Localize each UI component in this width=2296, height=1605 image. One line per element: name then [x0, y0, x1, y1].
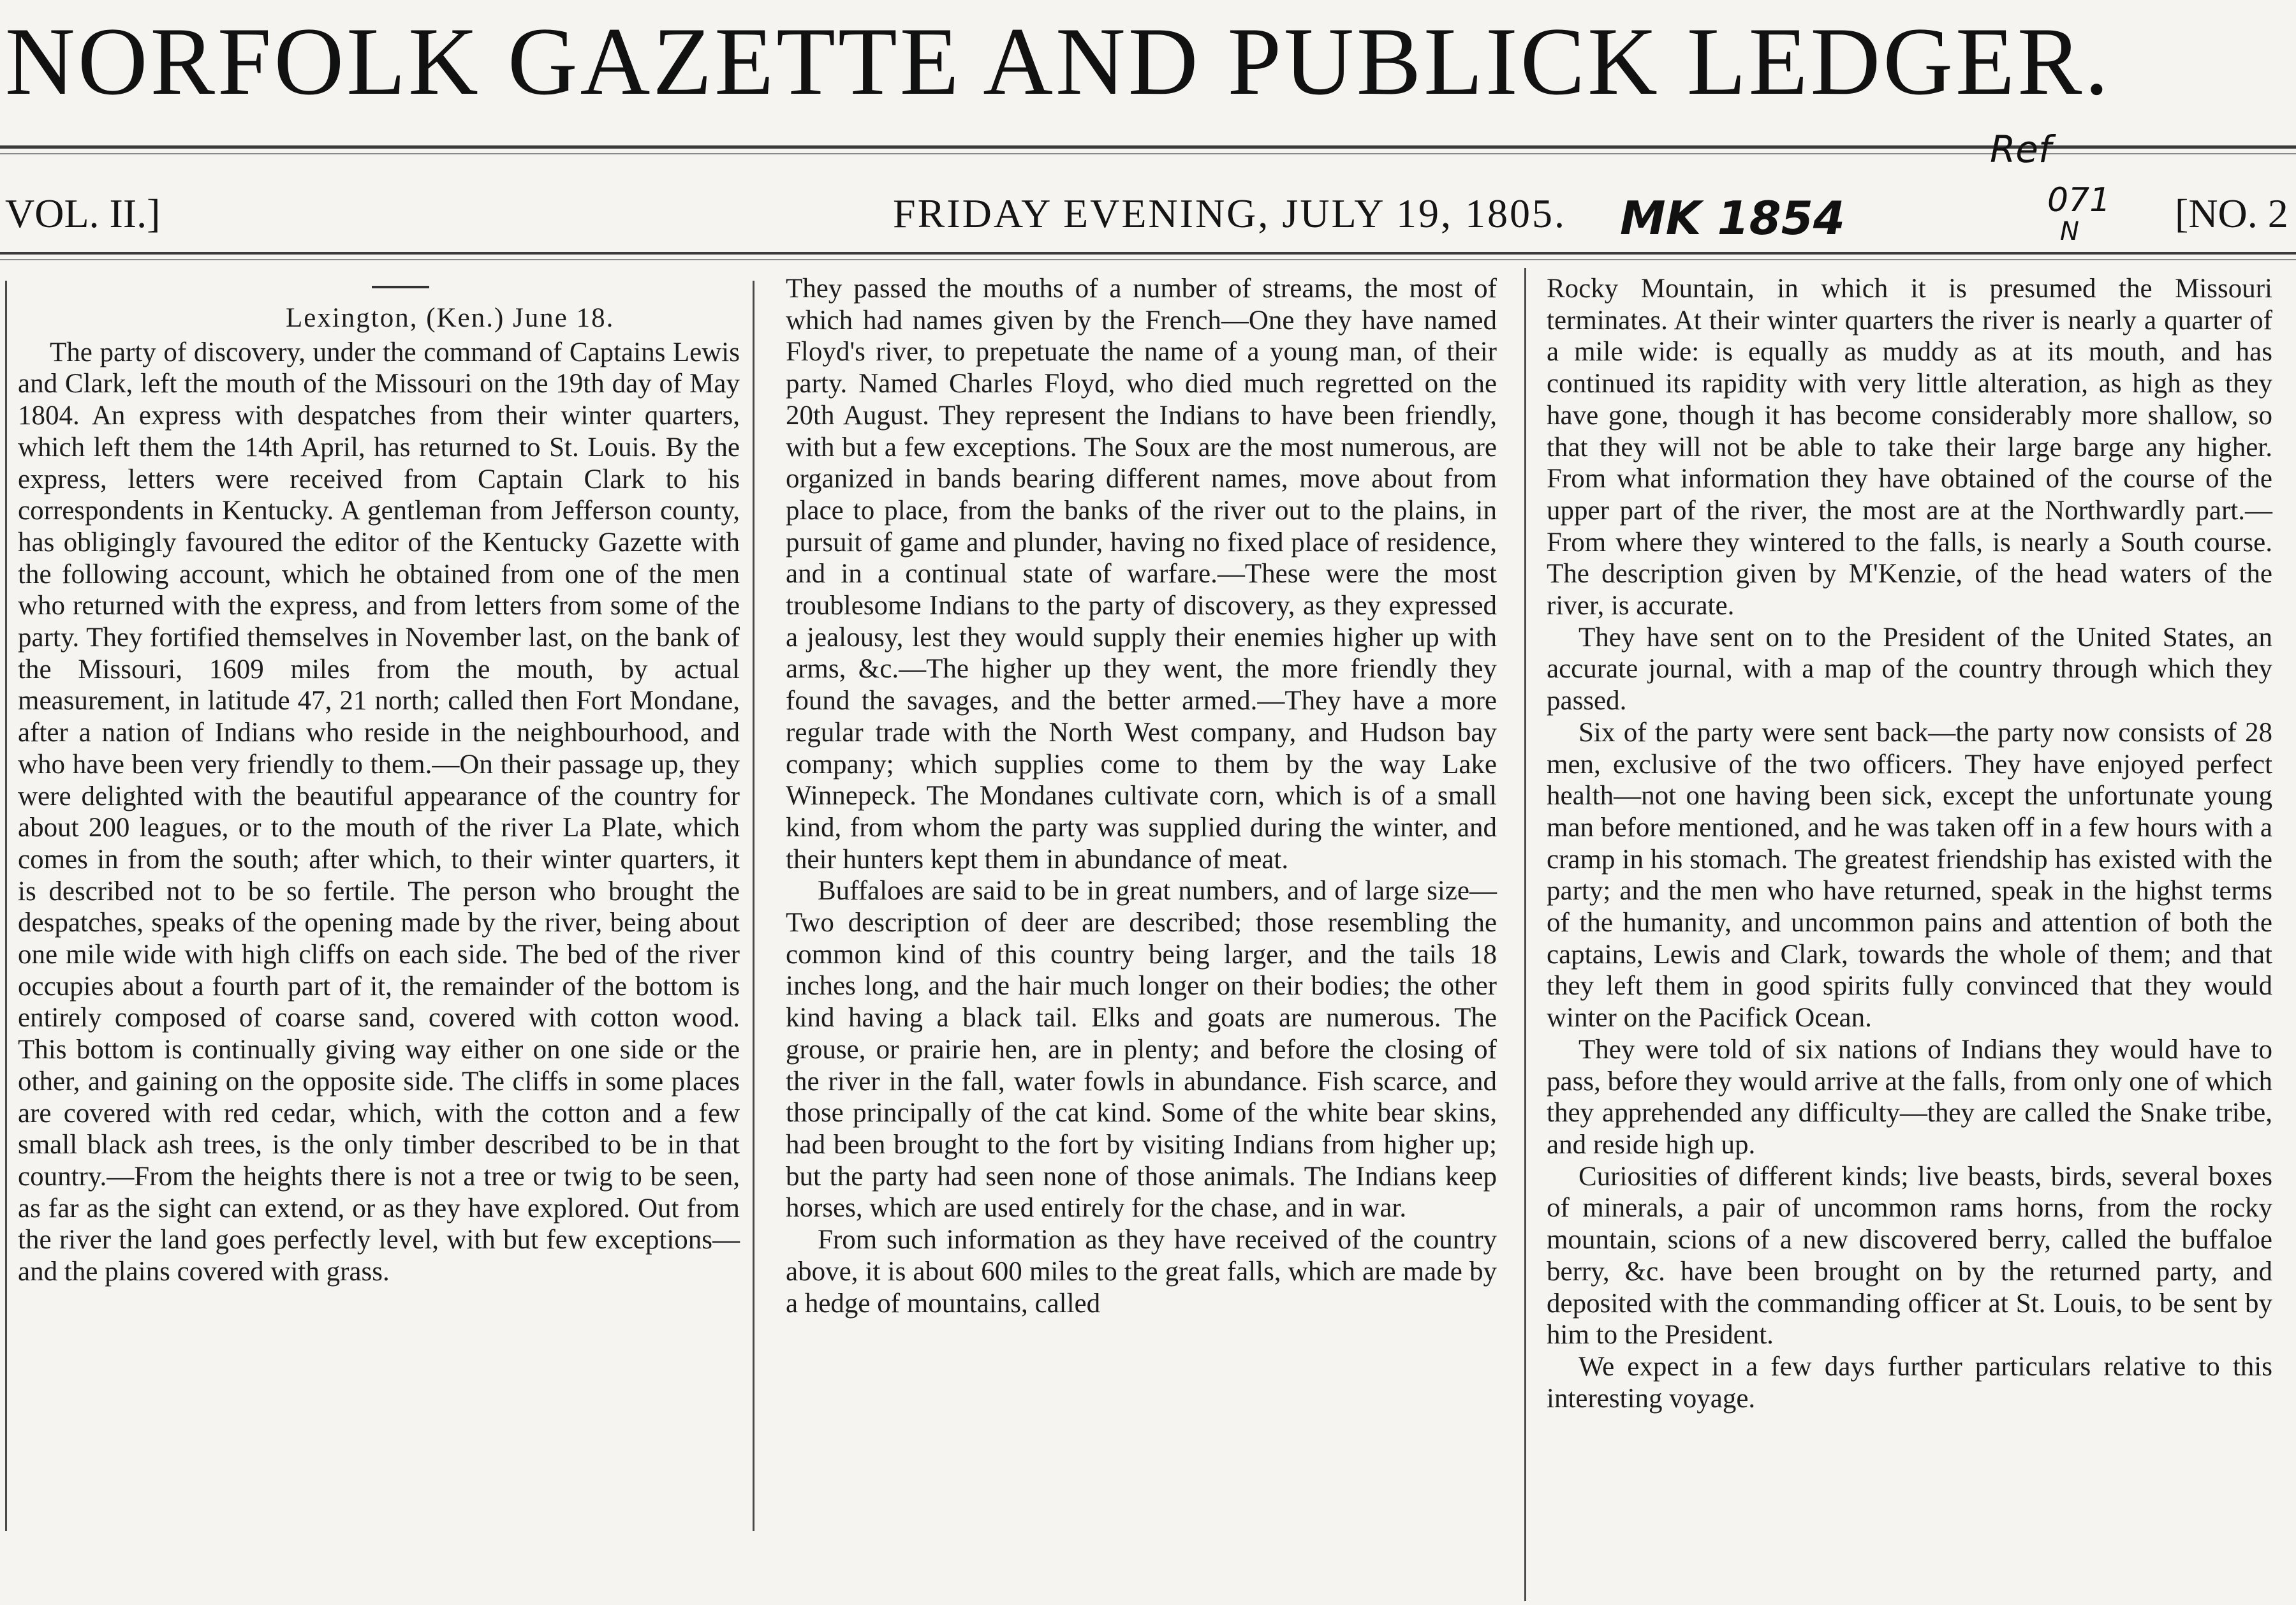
- masthead-rule-bottom: [0, 153, 2296, 154]
- handwritten-n-note: N: [2060, 217, 2079, 246]
- article-start-rule: [372, 286, 429, 288]
- article-dateline: Lexington, (Ken.) June 18.: [286, 303, 615, 333]
- article-paragraph: The party of discovery, under the command of Captains Lewis and Clark, left the mouth of the Missouri on the 19th day of May 1804. An express with despatches from their winter quarters, which left them the 14th April, has returned to St. Louis. By the express, letters were received from Captain Clark to his correspondents in Kentucky. A gentleman from Jefferson county, has obligingly favoured the editor of the Kentucky Gazette with the following account, which he obtained from one of the men who returned with the express, and from letters from some of the party. They fortified themselves in November last, on the bank of the Missouri, 1609 miles from the mouth, by actual measurement, in latitude 47, 21 north; called then Fort Mondane, after a nation of Indians who reside in the neighbourhood, and who have been very friendly to them.—On their passage up, they were delighted with the beautiful appearance of the country for about 200 leagues, or to the mouth of the river La Plate, which comes in from the south; after which, to their winter quarters, it is described not to be so fertile. The person who brought the despatches, speaks of the opening made by the river, being about one mile wide with high cliffs on each side. The bed of the river occupies about a fourth part of it, the remainder of the bottom is entirely composed of coarse sand, covered with cotton wood. This bottom is continually giving way either on one side or the other, and gaining on the opposite side. The cliffs in some places are covered with red cedar, which, with the cotton and a few small black ash trees, is the only timber described to be in that country.—From the heights there is not a tree or twig to be seen, as far as the sight can extend, or as they have explored. Out from the river the land goes perfectly level, with but few exceptions—and the plains covered with grass.: [18, 337, 740, 1287]
- column-divider-1: [753, 281, 754, 1531]
- article-column-2: [786, 273, 1497, 1605]
- article-column-3: [1547, 273, 2272, 1605]
- issue-number: [NO. 2: [2175, 191, 2288, 236]
- masthead-title: NORFOLK GAZETTE AND PUBLICK LEDGER.: [5, 8, 2112, 115]
- article-paragraph: Rocky Mountain, in which it is presumed the Missouri terminates. At their winter quarters the river is nearly a quarter of a mile wide: is equally as muddy as at its mouth, and has continued its rapidity with very little alteration, as high as they have gone, though it has become considerably more shallow, so that they will not be able to take their large barge any higher. From what information they have obtained of the course of the upper part of the river, the most are at the Northwardly part.—From where they wintered to the falls, is nearly a South course. The description given by M'Kenzie, of the head waters of the river, is accurate.: [1547, 274, 2272, 621]
- article-paragraph: Curiosities of different kinds; live beasts, birds, several boxes of minerals, a pair of uncommon rams horns, from the rocky mountain, scions of a new discovered berry, called the buffaloe berry, &c. have been brought on by the returned party, and deposited with the commanding officer at St. Louis, to be sent by him to the President.: [1547, 1161, 2272, 1350]
- article-paragraph: Buffaloes are said to be in great numbers, and of large size—Two description of deer are described; those resembling the common kind of this country being larger, and the tails 18 inches long, and the hair much longer on their bodies; the other kind having a black tail. Elks and goats are numerous. The grouse, or prairie hen, are in plenty; and before the closing of the river in the fall, water fowls in abundance. Fish scarce, and those principally of the cat kind. Some of the white bear skins, had been brought to the fort by visiting Indians from higher up; but the party had seen none of those animals. The Indians keep horses, which are used entirely for the chase, and in war.: [786, 876, 1497, 1224]
- article-paragraph: We expect in a few days further particulars relative to this interesting voyage.: [1547, 1351, 2272, 1414]
- article-paragraph: From such information as they have received of the country above, it is about 600 miles to the great falls, which are made by a hedge of mountains, called: [786, 1225, 1497, 1319]
- article-paragraph: They were told of six nations of Indians they would have to pass, before they would arrive at the falls, from only one of which they apprehended any difficulty—they are called the Snake tribe, and reside high up.: [1547, 1034, 2272, 1160]
- issue-date: FRIDAY EVENING, JULY 19, 1805.: [893, 191, 1567, 236]
- column-divider-2: [1524, 268, 1526, 1601]
- article-paragraph: They have sent on to the President of the United States, an accurate journal, with a map of the country through which they passed.: [1547, 622, 2272, 716]
- dateline-rule: [0, 252, 2296, 255]
- handwritten-catalog-note: MK 1854: [1620, 191, 1845, 245]
- article-column-1: [18, 268, 740, 1605]
- column-divider-left-edge: [5, 281, 7, 1531]
- handwritten-code-note: 071: [2047, 181, 2111, 219]
- masthead-rule-top: [0, 145, 2296, 149]
- volume-number: VOL. II.]: [5, 191, 161, 236]
- handwritten-ref-note: Ref: [1990, 128, 2052, 171]
- article-paragraph: Six of the party were sent back—the party now consists of 28 men, exclusive of the two officers. They have enjoyed perfect health—not one having been sick, except the unfortunate young man before mentioned, and he was taken off in a few hours with a cramp in his stomach. The greatest friendship has existed with the party; and the men who have returned, speak in the highst terms of the humanity, and uncommon pains and attention of both the captains, Lewis and Clark, towards the whole of them; and that they left them in good spirits fully convinced that they would winter on the Pacifick Ocean.: [1547, 717, 2272, 1033]
- article-paragraph: They passed the mouths of a number of streams, the most of which had names given by the French—One they have named Floyd's river, to prepetuate the name of a young man, of their party. Named Charles Floyd, who died much regretted on the 20th August. They represent the Indians to have been friendly, with but a few exceptions. The Soux are the most numerous, are organized in bands bearing different names, move about from place to place, from the banks of the river out to the plains, in pursuit of game and plunder, having no fixed place of residence, and in a continual state of warfare.—These were the most troublesome Indians to the party of discovery, as they expressed a jealousy, lest they would supply their enemies higher up with arms, &c.—The higher up they went, the more friendly they found the savages, and the better armed.—They have a more regular trade with the North West company, and Hudson bay company; which supplies come to them by the way Lake Winnepeck. The Mondanes cultivate corn, which is of a small kind, from whom the party was supplied during the winter, and their hunters kept them in abundance of meat.: [786, 274, 1497, 875]
- dateline-rule-fine: [0, 259, 2296, 260]
